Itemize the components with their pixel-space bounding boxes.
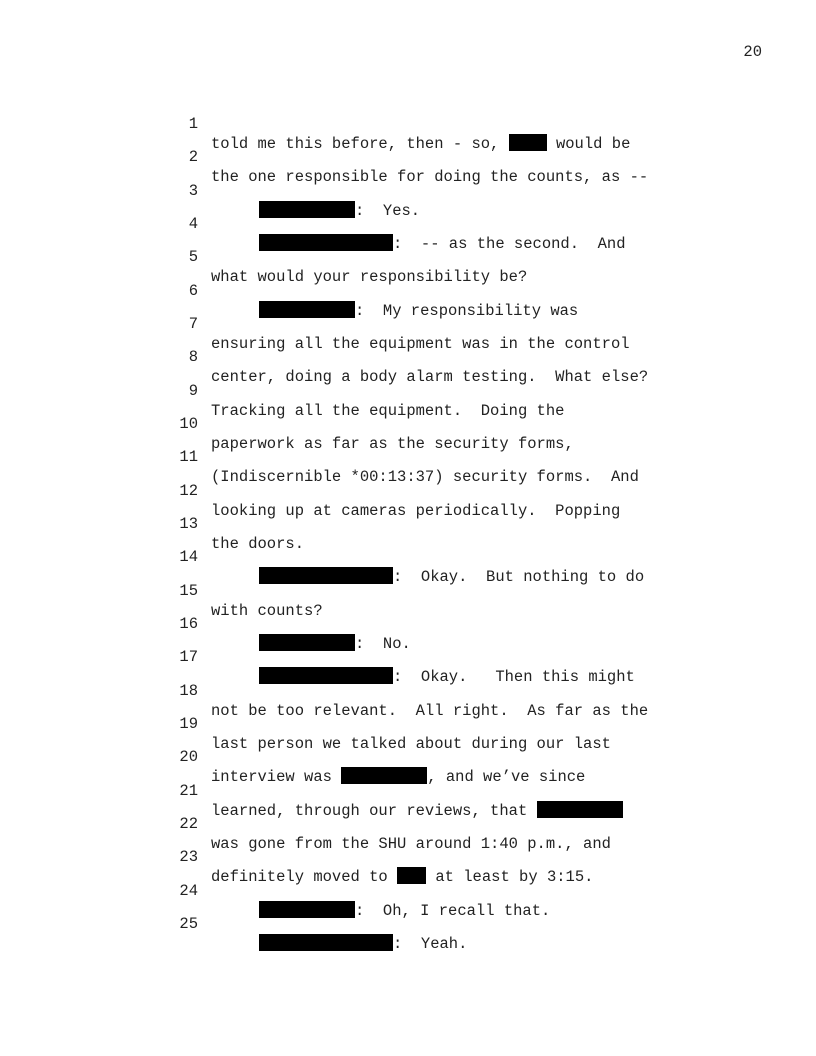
line-text: ensuring all the equipment was in the control	[211, 335, 630, 353]
transcript-line	[0, 794, 816, 853]
transcript-line	[0, 761, 816, 820]
line-text-post: : Okay. Then this might	[393, 668, 635, 686]
transcript-line	[0, 827, 816, 886]
line-number: 5	[188, 248, 198, 266]
line-text: what would your responsibility be?	[211, 268, 528, 286]
line-number: 17	[179, 648, 198, 666]
transcript-line	[0, 461, 816, 520]
transcript-line	[0, 161, 816, 220]
transcript-line	[0, 627, 816, 686]
transcript-line	[0, 194, 816, 253]
line-number: 23	[179, 848, 198, 866]
transcript-line	[0, 327, 816, 386]
line-number: 3	[188, 182, 198, 200]
line-text: not be too relevant. All right. As far as the	[211, 702, 649, 720]
line-number: 2	[188, 148, 198, 166]
line-number: 24	[179, 882, 198, 900]
line-number: 21	[179, 782, 198, 800]
line-number: 9	[188, 382, 198, 400]
line-text-post: : My responsibility was	[355, 302, 579, 320]
line-text: Tracking all the equipment. Doing the	[211, 402, 565, 420]
line-number: 19	[179, 715, 198, 733]
line-text: looking up at cameras periodically. Popping	[211, 502, 621, 520]
line-number: 7	[188, 315, 198, 333]
line-number: 6	[188, 282, 198, 300]
line-text: (Indiscernible *00:13:37) security forms. And	[211, 468, 639, 486]
line-text: was gone from the SHU around 1:40 p.m., and	[211, 835, 611, 853]
transcript-line	[0, 294, 816, 353]
transcript-line	[0, 494, 816, 553]
speaker-redaction	[259, 934, 393, 951]
transcript-line	[0, 361, 816, 420]
line-text-post: : Yes.	[355, 202, 421, 220]
line-text: the doors.	[211, 535, 305, 553]
line-text-post: : Yeah.	[393, 935, 468, 953]
line-number: 25	[179, 915, 198, 933]
line-text: paperwork as far as the security forms,	[211, 435, 574, 453]
line-text-pre: definitely moved to	[211, 868, 398, 886]
line-number: 15	[179, 582, 198, 600]
transcript-line	[0, 527, 816, 586]
transcript-line	[0, 127, 816, 186]
transcript-line	[0, 694, 816, 753]
line-text-post: would be	[546, 135, 631, 153]
transcript-line	[0, 427, 816, 486]
line-number: 18	[179, 682, 198, 700]
line-text: center, doing a body alarm testing. What else?	[211, 368, 649, 386]
transcript-line	[0, 561, 816, 620]
line-text-pre: learned, through our reviews, that	[211, 802, 537, 820]
line-number: 16	[179, 615, 198, 633]
transcript-line	[0, 94, 816, 153]
transcript-line	[0, 394, 816, 453]
speaker-line	[259, 934, 467, 954]
transcript-line	[0, 227, 816, 286]
line-text-post: : No.	[355, 635, 411, 653]
line-text-post: : -- as the second. And	[393, 235, 626, 253]
transcript-line	[0, 261, 816, 320]
transcript-line	[0, 727, 816, 786]
line-text: last person we talked about during our last	[211, 735, 611, 753]
transcript-line	[0, 894, 816, 953]
line-text: the one responsible for doing the counts, as --	[211, 168, 649, 186]
line-text-post: : Oh, I recall that.	[355, 902, 551, 920]
line-text: with counts?	[211, 602, 323, 620]
line-number: 8	[188, 348, 198, 366]
line-number: 1	[188, 115, 198, 133]
line-number: 10	[179, 415, 198, 433]
line-text-pre: interview was	[211, 768, 342, 786]
transcript-line	[0, 661, 816, 720]
line-number: 12	[179, 482, 198, 500]
line-number: 11	[179, 448, 198, 466]
page-number: 20	[743, 43, 762, 61]
line-text-pre: told me this before, then - so,	[211, 135, 509, 153]
line-text-post: : Okay. But nothing to do	[393, 568, 645, 586]
line-number: 22	[179, 815, 198, 833]
line-number: 4	[188, 215, 198, 233]
line-text-post: , and we’ve since	[427, 768, 586, 786]
line-number: 13	[179, 515, 198, 533]
line-number: 20	[179, 748, 198, 766]
line-number: 14	[179, 548, 198, 566]
line-text-post: at least by 3:15.	[426, 868, 594, 886]
transcript-line	[0, 594, 816, 653]
transcript-line	[0, 861, 816, 920]
